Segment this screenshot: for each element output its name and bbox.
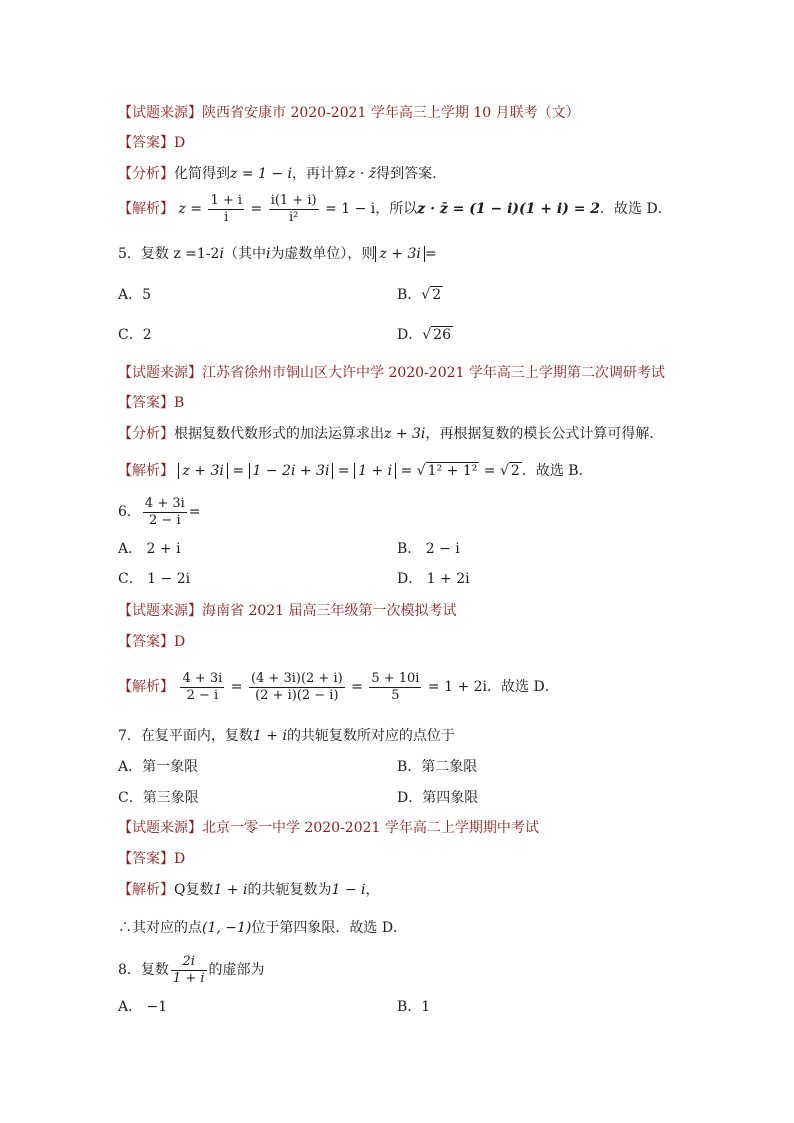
q8-stem-text: 8．复数 (118, 962, 169, 978)
fraction-numerator: 1 + i (210, 192, 243, 208)
q4-source-line (118, 103, 580, 123)
absolute-value: 1 + i (354, 463, 396, 479)
q7-stem (118, 726, 455, 746)
sqrt: √ 1² + 1² (416, 463, 478, 479)
q4-solution-math: = 1 − i (325, 201, 376, 217)
q7-source-line (118, 818, 539, 838)
q7-stem-text: 的共轭复数所对应的点位于 (286, 728, 455, 744)
q5-stem-text: （其中 (223, 246, 266, 262)
absolute-value: z + 3i (375, 246, 424, 262)
fraction-denominator: 5 (391, 687, 400, 703)
q5-analysis-line (118, 424, 663, 444)
fraction-numerator: 4 + 3i (144, 495, 185, 511)
analysis-label: 【分析】 (118, 426, 174, 442)
q7-stem-text: 7．在复平面内，复数 (118, 728, 253, 744)
q5-options-row (118, 325, 718, 345)
answer-label: 【答案】 (118, 851, 174, 867)
radicand: 1² + 1² (427, 463, 478, 479)
fraction-numerator: (4 + 3i)(2 + i) (250, 670, 343, 686)
q4-answer: D (174, 135, 186, 151)
radicand: 2 (510, 463, 520, 479)
q6-solution-math: = 1 + 2i (427, 679, 488, 695)
q7-solution-text: 位于第四象限．故选 D． (251, 920, 408, 936)
equals-sign: = (400, 463, 413, 479)
sqrt: √ 2 (499, 463, 520, 479)
fraction-denominator: i² (288, 209, 299, 225)
equals-sign: = (424, 246, 437, 262)
radicand: 26 (433, 327, 451, 343)
q7-solution-line (118, 880, 380, 900)
q4-analysis-line (118, 164, 446, 184)
solution-label: 【解析】 (118, 679, 174, 695)
absolute-value: 1 − 2i + 3i (249, 463, 334, 479)
equals-sign: = (250, 201, 263, 217)
option-c: C． 1 − 2i (118, 571, 191, 587)
q5-stem-text: 为虚数单位），则 (270, 246, 376, 262)
q6-solution-line (118, 664, 559, 710)
absolute-value: z + 3i (178, 463, 227, 479)
q8-stem (118, 950, 265, 990)
q4-source: 陕西省安康市 2020-2021 学年高三上学期 10 月联考（文） (202, 105, 580, 121)
q5-stem-text: 5．复数 z =1-2 (118, 246, 220, 262)
q7-answer: D (174, 851, 186, 867)
q6-fraction (143, 496, 187, 529)
q5-options-row (118, 285, 718, 305)
q7-solution-math: (1, −1) (202, 920, 252, 936)
option-a: A．第一象限 (118, 759, 199, 775)
q6-number: 6． (118, 504, 141, 520)
q7-options-row (118, 757, 718, 777)
option-b-label: B． (397, 287, 422, 303)
q7-solution-math: 1 − i (331, 882, 366, 898)
fraction-numerator: 4 + 3i (182, 670, 223, 686)
option-d: D．第四象限 (397, 790, 479, 806)
q4-analysis-text: 得到答案． (376, 166, 447, 182)
source-label: 【试题来源】 (118, 105, 202, 121)
q4-fraction (269, 193, 319, 226)
q7-answer-line (118, 849, 185, 869)
analysis-label: 【分析】 (118, 166, 174, 182)
q6-answer: D (174, 634, 186, 650)
q7-solution-text: 的共轭复数为 (247, 882, 332, 898)
answer-label: 【答案】 (118, 634, 174, 650)
sqrt: √ 2 (421, 287, 442, 303)
q4-solution-text: ．故选 D． (600, 201, 672, 217)
q6-options-row (118, 539, 718, 559)
q4-solution-line (118, 191, 672, 227)
equals-sign: = (483, 463, 496, 479)
source-label: 【试题来源】 (118, 365, 202, 381)
q7-stem-math: 1 + i (252, 728, 287, 744)
q4-analysis-math: z · z̄ (348, 166, 377, 182)
fraction-numerator: 2i (171, 954, 207, 971)
option-d: D． 1 + 2i (397, 571, 470, 587)
q5-stem (118, 244, 437, 264)
q7-solution-math: 1 + i (213, 882, 248, 898)
q5-analysis-text: ，再根据复数的模长公式计算可得解． (425, 426, 664, 442)
option-a: A． 2 + i (118, 541, 181, 557)
q5-source-line (118, 363, 665, 383)
fraction-denominator: i (224, 209, 229, 225)
q8-stem-text: 的虚部为 (208, 962, 265, 978)
q7-solution-text: 复数 (185, 882, 214, 898)
q5-stem-math: i (265, 246, 271, 262)
q4-analysis-text: 化简得到 (174, 166, 230, 182)
option-c: C．第三象限 (118, 790, 199, 806)
option-b: B．第二象限 (397, 759, 478, 775)
source-label: 【试题来源】 (118, 603, 202, 619)
fraction-denominator: (2 + i)(2 − i) (255, 687, 339, 703)
option-d (397, 325, 453, 345)
q4-solution-text: ，所以 (375, 201, 418, 217)
q4-fraction (208, 193, 244, 226)
q6-answer-line (118, 632, 185, 652)
q8-fraction (171, 954, 207, 987)
q6-stem (118, 492, 201, 532)
q8-options-row (118, 997, 718, 1017)
q4-analysis-text: ，再计算 (292, 166, 349, 182)
source-label: 【试题来源】 (118, 820, 202, 836)
therefore-symbol: ∴ (118, 920, 132, 936)
fraction-numerator: i(1 + i) (270, 192, 317, 208)
option-b: B． 2 − i (397, 541, 460, 557)
q4-analysis-math: z = 1 − i (230, 166, 293, 182)
equals-sign: = (188, 504, 201, 520)
q7-solution-text: ， (365, 882, 380, 898)
answer-label: 【答案】 (118, 135, 174, 151)
q6-options-row (118, 569, 718, 589)
q5-source: 江苏省徐州市铜山区大许中学 2020-2021 学年高三上学期第二次调研考试 (202, 365, 665, 381)
equals-sign: = (230, 679, 243, 695)
option-c: C．2 (118, 327, 152, 343)
solution-label: 【解析】 (118, 463, 174, 479)
solution-label: 【解析】 (118, 201, 174, 217)
option-b (397, 285, 443, 305)
radicand: 2 (432, 287, 442, 303)
q5-answer: B (174, 395, 185, 411)
because-symbol: Q (174, 882, 186, 898)
sqrt: √ 26 (422, 327, 451, 343)
q5-analysis-text: 根据复数代数形式的加法运算求出 (174, 426, 384, 442)
option-a: A．5 (118, 287, 152, 303)
option-a: A． −1 (118, 999, 168, 1015)
fraction-denominator: 2 − i (186, 687, 219, 703)
fraction-denominator: 1 + i (172, 970, 205, 986)
equals-sign: = (351, 679, 363, 695)
q6-fraction (369, 671, 421, 704)
q7-solution-text: 其对应的点 (132, 920, 202, 936)
fraction-numerator: 5 + 10i (371, 670, 420, 686)
q4-answer-line (118, 133, 185, 153)
q6-fraction (249, 671, 345, 704)
option-d-label: D． (397, 327, 423, 343)
q5-solution-line (118, 461, 593, 481)
q7-solution-line-2 (118, 918, 407, 938)
q5-stem-math: i (219, 246, 224, 262)
q6-fraction (180, 671, 224, 704)
q7-options-row (118, 788, 718, 808)
q7-source: 北京一零一中学 2020-2021 学年高二上学期期中考试 (202, 820, 539, 836)
q6-solution-text: ．故选 D． (487, 679, 559, 695)
equals-sign: = (337, 463, 350, 479)
q4-solution-math: z · z̄ = (1 − i)(1 + i) = 2 (417, 201, 601, 217)
q6-source-line (118, 601, 457, 621)
q5-analysis-math: z + 3i (384, 426, 426, 442)
option-b: B．1 (397, 999, 431, 1015)
q4-solution-math: z = (178, 201, 203, 217)
fraction-denominator: 2 − i (149, 512, 181, 528)
q5-solution-text: ．故选 B． (521, 463, 593, 479)
q5-answer-line (118, 393, 184, 413)
q6-source: 海南省 2021 届高三年级第一次模拟考试 (202, 603, 457, 619)
answer-label: 【答案】 (118, 395, 174, 411)
solution-label: 【解析】 (118, 882, 174, 898)
equals-sign: = (232, 463, 245, 479)
